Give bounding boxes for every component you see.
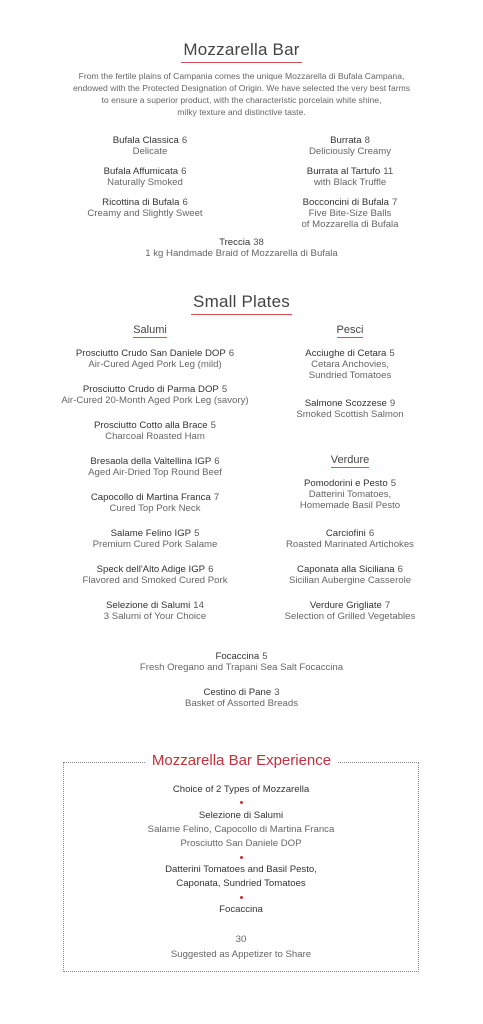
experience-salumi: Selezione di Salumi (198, 810, 284, 821)
experience-salumi-detail-2: Prosciutto San Daniele DOP (180, 838, 302, 849)
menu-item-burrata: Burrata 8 Deliciously Creamy (308, 135, 392, 157)
pesci-heading: Pesci (336, 324, 364, 336)
experience-note: Suggested as Appetizer to Share (170, 949, 312, 960)
separator-dot (240, 896, 243, 899)
menu-item-pomodorini-e-pesto: Pomodorini e Pesto 5 Datterini Tomatoes, Homemade Basil Pesto (299, 478, 401, 511)
menu-item-salame-felino: Salame Felino IGP 5 Premium Cured Pork Salame (92, 528, 218, 550)
experience-title: Mozzarella Bar Experience (0, 752, 483, 769)
experience-mozzarella-choice: Choice of 2 Types of Mozzarella (172, 784, 310, 795)
menu-item-treccia: Treccia 38 1 kg Handmade Braid of Mozzarella di Bufala (145, 237, 338, 259)
menu-item-acciughe-di-cetara: Acciughe di Cetara 5 Cetara Anchovies, Sundried Tomatoes (305, 348, 395, 381)
menu-item-carciofini: Carciofini 6 Roasted Marinated Artichokes (286, 528, 414, 550)
menu-item-focaccina: Focaccina 5 Fresh Oregano and Trapani Sea Salt Focaccina (139, 651, 344, 673)
menu-item-bufala-affumicata: Bufala Affumicata 6 Naturally Smoked (103, 166, 187, 188)
menu-item-cestino-di-pane: Cestino di Pane 3 Basket of Assorted Breads (184, 687, 299, 709)
menu-item-ricottina-di-bufala: Ricottina di Bufala 6 Creamy and Slightly Sweet (87, 197, 203, 219)
menu-item-caponata: Caponata alla Siciliana 6 Sicilian Aubergine Casserole (288, 564, 412, 586)
menu-item-salmone-scozzese: Salmone Scozzese 9 Smoked Scottish Salmon (296, 398, 404, 420)
menu-item-capocollo: Capocollo di Martina Franca 7 Cured Top Pork Neck (90, 492, 220, 514)
menu-item-speck: Speck dell'Alto Adige IGP 6 Flavored and Smoked Cured Pork (82, 564, 228, 586)
verdure-heading: Verdure (330, 454, 370, 466)
salumi-heading: Salumi (133, 324, 167, 336)
small-plates-title: Small Plates (0, 292, 483, 315)
menu-item-bufala-classica: Bufala Classica 6 Delicate (112, 135, 188, 157)
menu-item-verdure-grigliate: Verdure Grigliate 7 Selection of Grilled Vegetables (284, 600, 416, 622)
separator-dot (240, 856, 243, 859)
menu-item-prosciutto-san-daniele: Prosciutto Crudo San Daniele DOP 6 Air-Cured Aged Pork Leg (mild) (75, 348, 235, 370)
experience-price: 30 (235, 934, 247, 945)
menu-item-bresaola: Bresaola della Valtellina IGP 6 Aged Air-Dried Top Round Beef (88, 456, 222, 478)
menu-item-prosciutto-parma: Prosciutto Crudo di Parma DOP 5 Air-Cured 20-Month Aged Pork Leg (savory) (61, 384, 249, 406)
menu-item-prosciutto-cotto: Prosciutto Cotto alla Brace 5 Charcoal Roasted Ham (94, 420, 216, 442)
separator-dot (240, 801, 243, 804)
mozzarella-bar-title: Mozzarella Bar (0, 40, 483, 63)
mozzarella-bar-intro: From the fertile plains of Campania comes the unique Mozzarella di Bufala Campana, endowed with the Protected Designation of Origin. We have selected the very best farms to ensure a superior product, with the characteristic porcelain white shine, milky texture and distinctive taste. (72, 71, 411, 117)
experience-focaccina: Focaccina (219, 904, 263, 915)
experience-salumi-detail-1: Salame Felino, Capocollo di Martina Franca (147, 824, 335, 835)
experience-vegetables-2: Caponata, Sundried Tomatoes (176, 878, 306, 889)
experience-vegetables-1: Datterini Tomatoes and Basil Pesto, (165, 864, 317, 875)
menu-item-selezione-di-salumi: Selezione di Salumi 14 3 Salumi of Your Choice (103, 600, 207, 622)
menu-item-bocconcini-di-bufala: Bocconcini di Bufala 7 Five Bite-Size Balls of Mozzarella di Bufala (301, 197, 399, 230)
menu-item-burrata-al-tartufo: Burrata al Tartufo 11 with Black Truffle (306, 166, 394, 188)
